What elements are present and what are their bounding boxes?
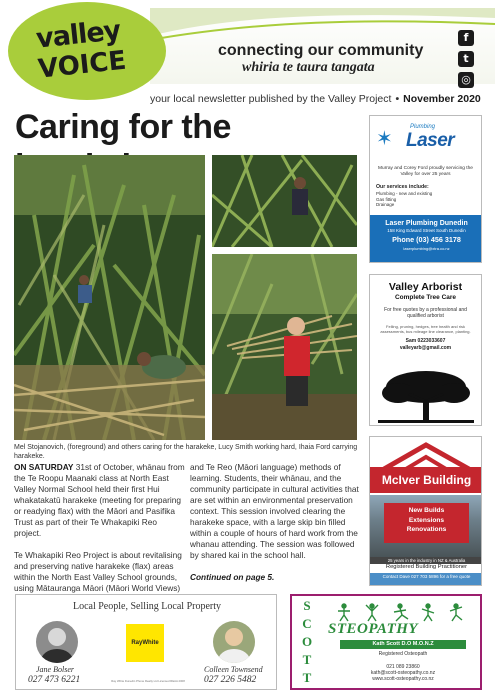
stretching-figures-icon [332,602,472,622]
osteo-name: Kath Scott D.O M.O.N.Z [340,640,466,649]
paragraph-1 [14,462,186,539]
photo-main[interactable] [14,155,205,440]
laser-brand-small: Plumbing [410,124,436,130]
arborist-subtitle: Complete Tree Care [394,294,457,301]
article-column-2 [190,462,362,583]
issue-date: November 2020 [403,93,481,105]
twitter-icon[interactable]: t [458,51,474,67]
logo-voice[interactable]: VOICE [36,45,128,85]
mciver-contact[interactable]: Contact Dave 027 703 5896 for a free quote [370,573,482,586]
article-headline: Caring for the [15,108,231,146]
agent2-phone[interactable]: 027 226 5482 [204,675,257,685]
paragraph-1-text: 31st of October, whānau from the Te Roopu Maanaki class at North East Valley Normal School held their first Hui whakatakatū harakeke (meeting for preparing or readying flax) with the Māori and Pasifika Trust as part of their Te Whakapiki Reo project. [14,462,185,538]
mciver-service: Extensions [408,516,445,524]
ad-raywhite[interactable] [15,594,277,690]
avatar [213,621,255,663]
paragraph-2: Te Whakapiki Reo Project is about revitalising and preserving native harakeke (flax) areas within the North East Valley School grounds, using Mātauranga Māori (Māori World Views) [14,550,182,593]
photo-caption: Mel Stojanovich, (foreground) and others caring for the harakeke, Lucy Smith working hard, Ihaia Ford carrying harakeke. [14,444,358,460]
laser-services-heading: Our services include: [376,184,429,190]
osteo-email[interactable]: kath@scott-osteopathy.co.nz [370,670,436,677]
paragraph-lead: ON SATURDAY [14,462,74,472]
tree-icon [378,367,474,423]
avatar [36,621,78,663]
arborist-phone[interactable]: Sam 0223033607 [405,338,446,344]
photo-top-right[interactable] [212,155,357,247]
mciver-experience: 25 years in the industry in NZ & Australia [370,557,482,564]
laser-service-item: Gas fitting [376,196,397,202]
laser-email[interactable]: laserplumbing@xtra.co.nz [403,246,450,251]
logo-valley[interactable]: valley [34,15,122,55]
facebook-icon[interactable]: f [458,30,474,46]
mciver-service: Renovations [406,526,447,533]
osteopathy-word: STEOPATHY [328,621,419,637]
social-links [458,30,480,93]
mciver-service: New Builds [408,507,445,514]
agent2-name: Colleen Townsend [204,665,263,674]
mciver-photo [370,495,482,557]
mciver-services [384,503,469,543]
subline [150,93,490,105]
tagline-maori: whiria te taura tangata [242,60,375,75]
arborist-email[interactable]: valleyarb@gmail.com [399,344,452,351]
scott-letter: S [303,598,311,613]
tagline: connecting our community [218,42,424,59]
raywhite-fine-print: Ray White Dunedin Phone Realty Ltd Licensed REAA 2008 [111,679,185,683]
laser-phone[interactable]: Phone (03) 456 3178 [392,235,461,244]
subline-dot: • [395,93,400,105]
photo-bottom-right-image [212,254,357,440]
osteo-registration: Registered Osteopath [378,651,428,657]
article-column-1 [14,462,186,605]
continued-link[interactable]: Continued on page 5. [190,572,275,582]
ad-valley-arborist[interactable] [369,274,482,426]
scott-letter: O [301,634,313,649]
photo-top-right-image [212,155,357,247]
scott-letter: T [302,670,312,685]
star-icon: ✶ [376,126,393,150]
laser-intro: Murray and Corey Ford proudly servicing the Valley for over 25 years [378,166,473,177]
scott-letter: C [302,616,312,631]
arborist-text: For free quotes by a professional and qualified arborist [384,307,467,319]
agent1-phone[interactable]: 027 473 6221 [28,675,81,685]
arborist-title: Valley Arborist [388,281,463,293]
instagram-icon[interactable]: ◎ [458,72,474,88]
raywhite-heading: Local People, Selling Local Property [72,601,222,612]
raywhite-logo: RayWhite [126,624,164,662]
laser-brand: Laser [406,130,455,151]
laser-service-item: Drainage [376,202,395,208]
osteo-contact [340,664,466,683]
arborist-services: Felling, pruning, hedges, tree health and risk assessments, bus mileage line clearance, planting. [380,324,471,334]
paragraph-3: and Te Reo (Māori language) methods of learning. Students, their whānau, and the community participate in cultural activities that are set within an environmental preservation context. This session involved clearing the harakeke space, with a large skip bin filled within a couple of hours of hard work from the whanau attending. The session was followed by shared kai in the school hall. [190,462,359,560]
laser-name: Laser Plumbing Dunedin [385,220,468,227]
osteo-web[interactable]: www.scott-osteopathy.co.nz [372,676,434,683]
laser-logo [370,116,481,162]
mciver-registration: Registered Building Practitioner [385,564,468,570]
mciver-name: McIver Building [370,467,482,493]
agent1-name: Jane Bolser [36,665,74,674]
laser-contact [370,215,482,262]
photo-bottom-right[interactable] [212,254,357,440]
laser-address: 158 King Edward Street South Dunedin [387,228,466,233]
masthead [0,0,495,92]
ad-laser-plumbing[interactable] [369,115,482,263]
ad-mciver-building[interactable] [369,436,482,586]
photo-main-image [14,155,205,440]
arborist-contact [370,338,481,351]
scott-letter: T [302,652,312,667]
laser-service-item: Plumbing - new and existing [376,191,433,196]
ad-scott-osteopathy[interactable] [290,594,482,690]
osteo-phone[interactable]: 021 089 23860 [386,664,420,670]
subline-text: your local newsletter published by the Valley Project [150,93,392,105]
